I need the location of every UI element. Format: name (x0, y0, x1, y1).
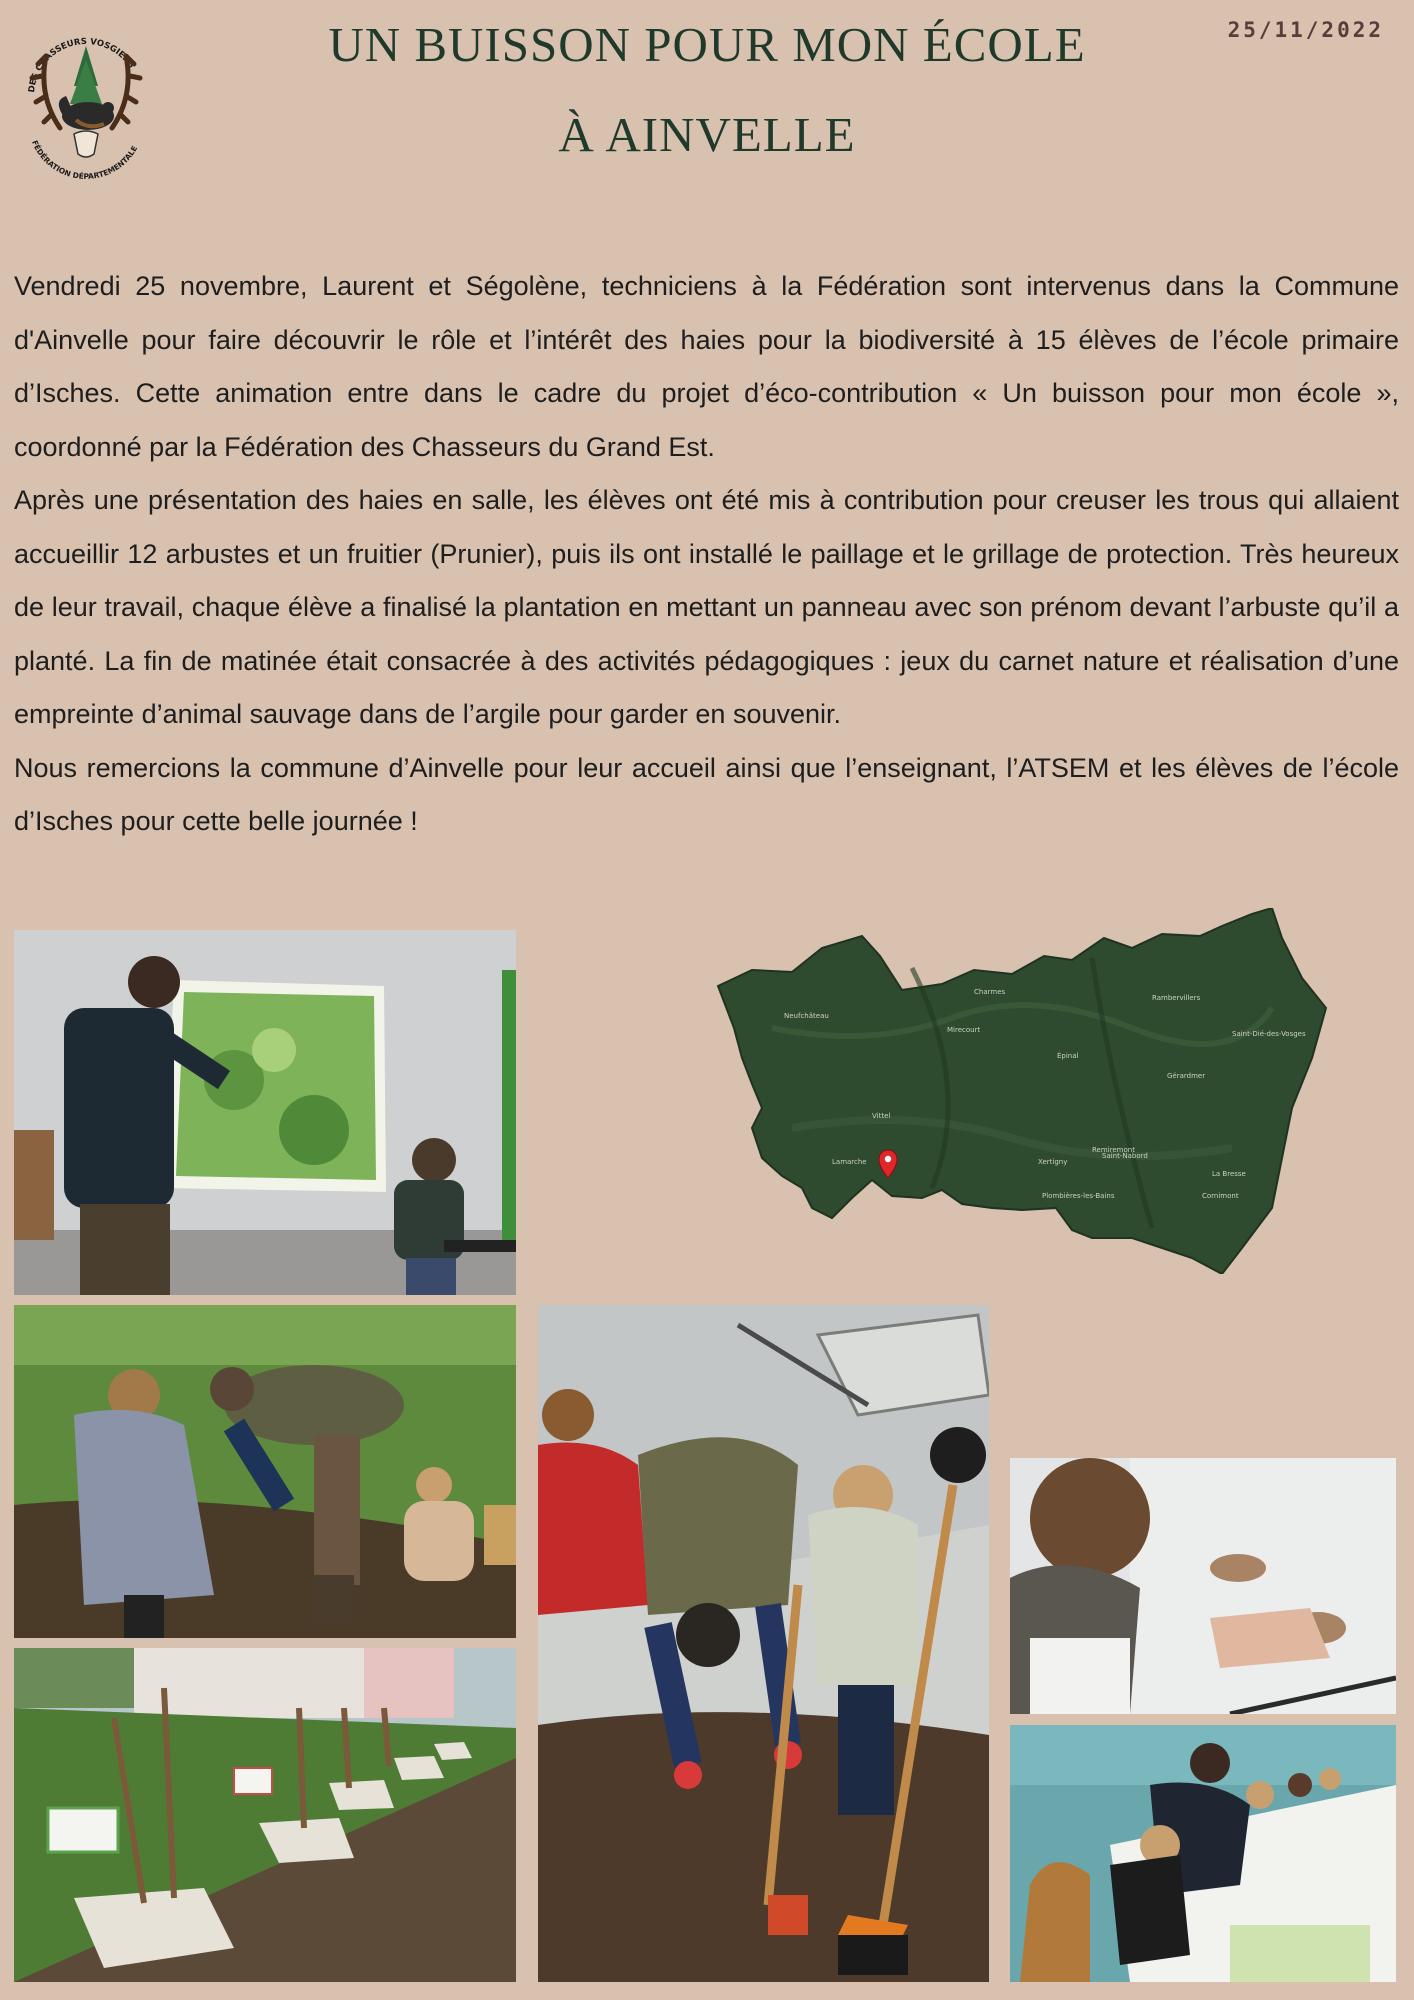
photo-presentation-classroom (14, 930, 516, 1295)
paragraph: Vendredi 25 novembre, Laurent et Ségolène, techniciens à la Fédération sont intervenus dans la Commune d'Ainvelle pour faire découvrir le rôle et l’intérêt des haies pour la biodiversité à 15 élèves de l’école primaire d’Isches. Cette animation entre dans le cadre du projet d’éco-contribution « Un buisson pour mon école », coordonné par la Fédération des Chasseurs du Grand Est. (14, 271, 1399, 462)
vosges-department-map (712, 908, 1332, 1274)
page-title-line2: À AINVELLE (558, 107, 856, 162)
map-place-label: Remiremont (1092, 1146, 1135, 1154)
map-place-label: Rambervillers (1152, 994, 1201, 1002)
photo-planted-hedge-signs (14, 1648, 516, 1982)
map-place-label: Gérardmer (1167, 1072, 1206, 1080)
map-place-label: Mirecourt (947, 1026, 981, 1034)
map-place-label: Lamarche (832, 1158, 867, 1166)
map-place-label: Saint-Dié-des-Vosges (1232, 1030, 1306, 1038)
paragraph: Après une présentation des haies en salle, les élèves ont été mis à contribution pour creuser les trous qui allaient accueillir 12 arbustes et un fruitier (Prunier), puis ils ont installé le paillage et le grillage de protection. Très heureux de leur travail, chaque élève a finalisé la plantation en mettant un panneau avec son prénom devant l’arbuste qu’il a planté. La fin de matinée était consacrée à des activités pédagogiques : jeux du carnet nature et réalisation d’une empreinte d’animal sauvage dans de l’argile pour garder en souvenir. (14, 485, 1399, 729)
map-place-label: Cornimont (1202, 1192, 1239, 1200)
article-body (14, 260, 1399, 849)
map-place-label: Épinal (1057, 1052, 1079, 1060)
photo-classroom-activity (1010, 1725, 1396, 1982)
svg-text:FÉDÉRATION DÉPARTEMENTALE: FÉDÉRATION DÉPARTEMENTALE (29, 138, 140, 181)
photo-clay-footprint (1010, 1458, 1396, 1714)
article-date: 25/11/2022 (1227, 18, 1384, 42)
federation-logo (16, 16, 156, 182)
photo-planting-hedge (14, 1305, 516, 1638)
map-place-label: Xertigny (1038, 1158, 1068, 1166)
page-title-line1: UN BUISSON POUR MON ÉCOLE (328, 17, 1086, 72)
map-place-label: Neufchâteau (784, 1012, 829, 1020)
map-place-label: Plombières-les-Bains (1042, 1192, 1115, 1200)
map-place-label: Vittel (872, 1112, 891, 1120)
map-place-label: La Bresse (1212, 1170, 1246, 1178)
photo-digging-holes (538, 1305, 989, 1982)
logo-text: DES CHASSEURS VOSGIENS (27, 36, 137, 94)
map-place-label: Charmes (974, 988, 1006, 996)
paragraph: Nous remercions la commune d’Ainvelle pour leur accueil ainsi que l’enseignant, l’ATSEM et les élèves de l’école d’Isches pour cette belle journée ! (14, 752, 1399, 836)
map-place-label: Saint-Nabord (1102, 1152, 1148, 1160)
